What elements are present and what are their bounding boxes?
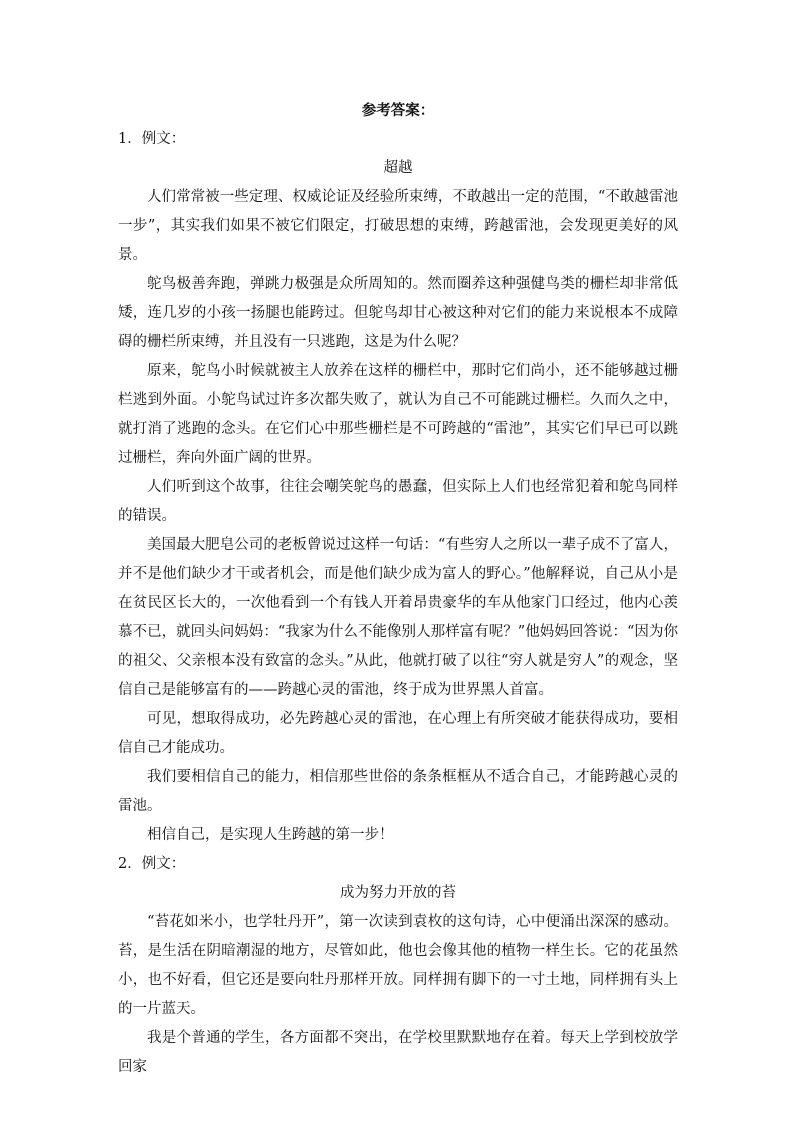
answer-1-paragraph: 人们听到这个故事，往往会嘲笑鸵鸟的愚蠢，但实际上人们也经常犯着和鸵鸟同样的错误。 (118, 479, 678, 524)
document-content (118, 96, 678, 1082)
answer-1-title: 超越 (383, 160, 413, 176)
answer-1-paragraph: 可见，想取得成功，必先跨越心灵的雷池，在心理上有所突破才能获得成功，要相信自己才能成功。 (118, 711, 678, 756)
answer-2-paragraph: “苔花如米小，也学牡丹开”，第一次读到袁枚的这句诗，心中便涌出深深的感动。苔，是生活在阴暗潮湿的地方，尽管如此，他也会像其他的植物一样生长。它的花虽然小，也不好看，但它还是要向牡丹那样开放。同样拥有脚下的一寸土地，同样拥有头上的一片蓝天。 (118, 914, 678, 1017)
answer-1-paragraph: 人们常常被一些定理、权威论证及经验所束缚，不敢越出一定的范围，“不敢越雷池一步”，其实我们如果不被它们限定，打破思想的束缚，跨越雷池，会发现更美好的风景。 (118, 189, 678, 263)
answer-1-paragraph: 我们要相信自己的能力，相信那些世俗的条条框框从不适合自己，才能跨越心灵的雷池。 (118, 769, 678, 814)
answer-2-paragraph: 我是个普通的学生，各方面都不突出，在学校里默默地存在着。每天上学到校放学回家 (118, 1030, 678, 1075)
answer-1-paragraph: 原来，鸵鸟小时候就被主人放养在这样的栅栏中，那时它们尚小，还不能够越过栅栏逃到外面。小鸵鸟试过许多次都失败了，就认为自己不可能跳过栅栏。久而久之中，就打消了逃跑的念头。在它们心中那些栅栏是不可跨越的“雷池”，其实它们早已可以跳过栅栏，奔向外面广阔的世界。 (118, 363, 678, 466)
answer-1-paragraph: 相信自己，是实现人生跨越的第一步！ (147, 827, 394, 843)
answer-1-label: 1．例文： (118, 131, 186, 147)
answer-2-title: 成为努力开放的苔 (340, 885, 456, 901)
answer-1-paragraph: 美国最大肥皂公司的老板曾说过这样一句话：“有些穷人之所以一辈子成不了富人，并不是他们缺少才干或者机会，而是他们缺少成为富人的野心。”他解释说，自己从小是在贫民区长大的，一次他看到一个有钱人开着昂贵豪华的车从他家门口经过，他内心羡慕不已，就回头问妈妈：“我家为什么不能像别人那样富有呢？”他妈妈回答说：“因为你的祖父、父亲根本没有致富的念头。”从此，他就打破了以往“穷人就是穷人”的观念，坚信自己是能够富有的——跨越心灵的雷池，终于成为世界黑人首富。 (118, 537, 678, 698)
answer-1-paragraph: 鸵鸟极善奔跑，弹跳力极强是众所周知的。然而圈养这种强健鸟类的栅栏却非常低矮，连几岁的小孩一扬腿也能跨过。但鸵鸟却甘心被这种对它们的能力来说根本不成障碍的栅栏所束缚，并且没有一只逃跑，这是为什么呢？ (118, 276, 678, 350)
answer-2-label: 2．例文： (118, 856, 186, 872)
answers-heading: 参考答案： (361, 102, 435, 119)
